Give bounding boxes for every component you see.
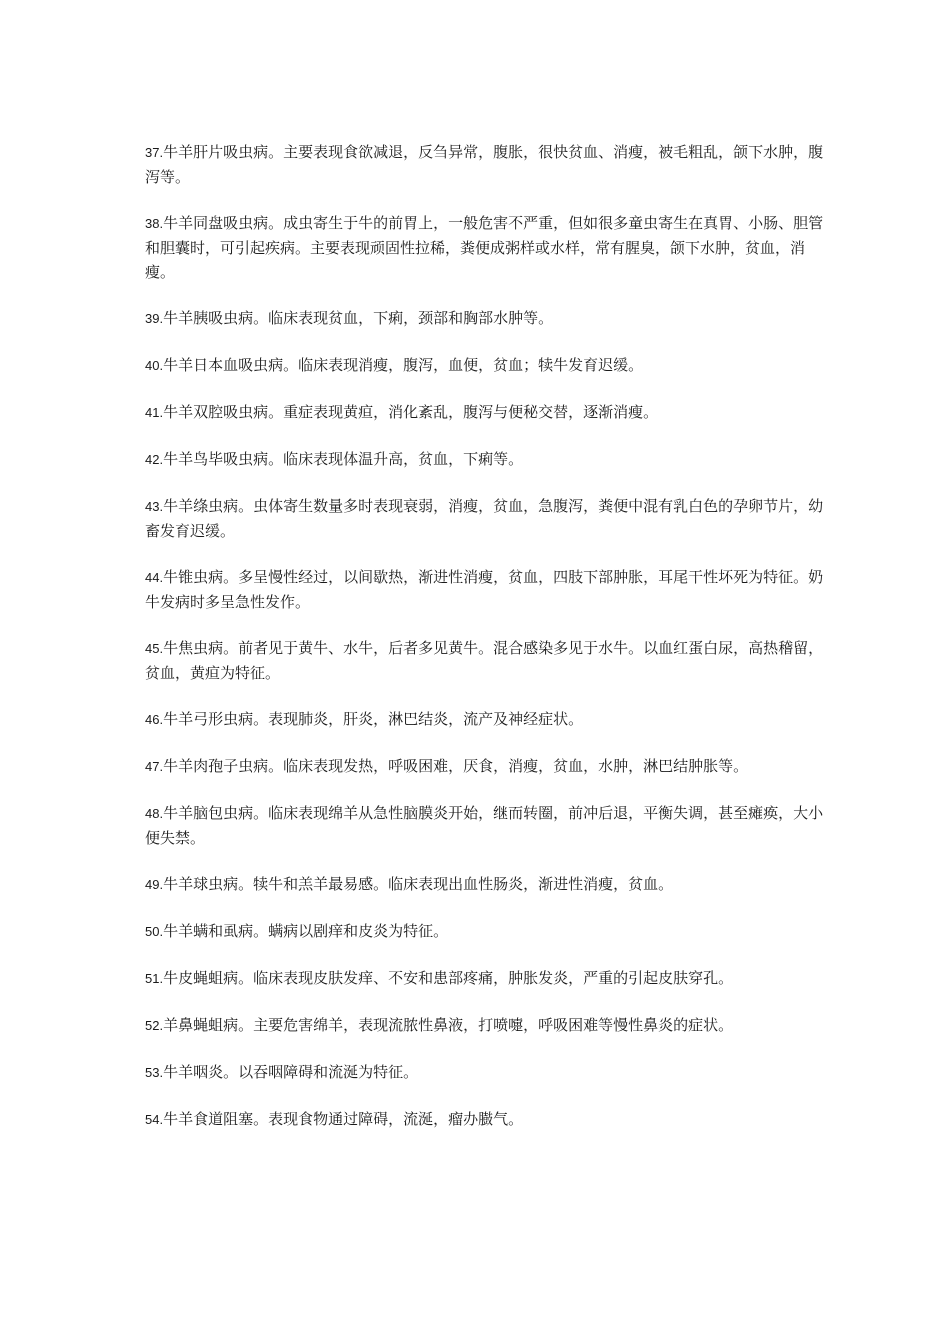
item-number: 42. <box>145 452 164 467</box>
item-number: 52. <box>145 1018 164 1033</box>
item-number: 44. <box>145 570 164 585</box>
item-number: 41. <box>145 405 164 420</box>
item-text: 牛羊螨和虱病。螨病以剧痒和皮炎为特征。 <box>163 922 449 940</box>
item-text: 牛羊双腔吸虫病。重症表现黄疸，消化紊乱，腹泻与便秘交替，逐渐消瘦。 <box>163 403 659 421</box>
item-number: 48. <box>145 806 164 821</box>
item-number: 50. <box>145 924 164 939</box>
list-item <box>145 919 825 944</box>
item-text: 牛羊球虫病。犊牛和羔羊最易感。临床表现出血性肠炎，渐进性消瘦，贫血。 <box>163 875 674 893</box>
list-item <box>145 636 825 685</box>
list-item <box>145 140 825 189</box>
item-number: 37. <box>145 145 164 160</box>
item-number: 47. <box>145 759 164 774</box>
item-number: 49. <box>145 877 164 892</box>
list-item <box>145 494 825 543</box>
item-text: 牛羊弓形虫病。表现肺炎，肝炎，淋巴结炎，流产及神经症状。 <box>163 710 584 728</box>
item-text: 牛焦虫病。前者见于黄牛、水牛，后者多见黄牛。混合感染多见于水牛。以血红蛋白尿，高热稽留，贫血，黄疸为特征。 <box>145 639 824 682</box>
list-item <box>145 801 825 850</box>
item-text: 牛羊胰吸虫病。临床表现贫血，下痢，颈部和胸部水肿等。 <box>163 309 554 327</box>
item-text: 羊鼻蝇蛆病。主要危害绵羊，表现流脓性鼻液，打喷嚏，呼吸困难等慢性鼻炎的症状。 <box>163 1016 734 1034</box>
item-number: 38. <box>145 216 164 231</box>
item-number: 39. <box>145 311 164 326</box>
document-body <box>145 140 825 1154</box>
list-item <box>145 211 825 284</box>
item-text: 牛羊肝片吸虫病。主要表现食欲减退，反刍异常，腹胀，很快贫血、消瘦，被毛粗乱，颌下水肿，腹泻等。 <box>145 143 824 186</box>
item-text: 牛羊鸟毕吸虫病。临床表现体温升高，贫血，下痢等。 <box>163 450 524 468</box>
item-text: 牛羊食道阻塞。表现食物通过障碍，流涎，瘤办臌气。 <box>163 1110 524 1128</box>
item-number: 43. <box>145 499 164 514</box>
item-text: 牛皮蝇蛆病。临床表现皮肤发痒、不安和患部疼痛，肿胀发炎，严重的引起皮肤穿孔。 <box>163 969 734 987</box>
list-item <box>145 754 825 779</box>
list-item <box>145 1013 825 1038</box>
item-text: 牛羊肉孢子虫病。临床表现发热，呼吸困难，厌食，消瘦，贫血，水肿，淋巴结肿胀等。 <box>163 757 749 775</box>
item-text: 牛羊绦虫病。虫体寄生数量多时表现衰弱，消瘦，贫血，急腹泻，粪便中混有乳白色的孕卵节片，幼畜发育迟缓。 <box>145 497 824 540</box>
list-item <box>145 400 825 425</box>
item-text: 牛羊脑包虫病。临床表现绵羊从急性脑膜炎开始，继而转圈，前冲后退，平衡失调，甚至瘫痪，大小便失禁。 <box>145 804 824 847</box>
list-item <box>145 1060 825 1085</box>
item-text: 牛羊日本血吸虫病。临床表现消瘦，腹泻，血便，贫血；犊牛发育迟缓。 <box>163 356 644 374</box>
item-number: 54. <box>145 1112 164 1127</box>
item-text: 牛羊同盘吸虫病。成虫寄生于牛的前胃上，一般危害不严重，但如很多童虫寄生在真胃、小肠、胆管和胆囊时，可引起疾病。主要表现顽固性拉稀，粪便成粥样或水样，常有腥臭，颌下水肿，贫血，消瘦。 <box>145 214 824 281</box>
item-text: 牛羊咽炎。以吞咽障碍和流涎为特征。 <box>163 1063 419 1081</box>
item-number: 51. <box>145 971 164 986</box>
item-number: 46. <box>145 712 164 727</box>
list-item <box>145 707 825 732</box>
list-item <box>145 306 825 331</box>
list-item <box>145 872 825 897</box>
item-number: 53. <box>145 1065 164 1080</box>
item-text: 牛锥虫病。多呈慢性经过，以间歇热，渐进性消瘦，贫血，四肢下部肿胀，耳尾干性坏死为特征。奶牛发病时多呈急性发作。 <box>145 568 824 611</box>
list-item <box>145 353 825 378</box>
list-item <box>145 565 825 614</box>
list-item <box>145 447 825 472</box>
item-number: 45. <box>145 641 164 656</box>
list-item <box>145 1107 825 1132</box>
list-item <box>145 966 825 991</box>
item-number: 40. <box>145 358 164 373</box>
